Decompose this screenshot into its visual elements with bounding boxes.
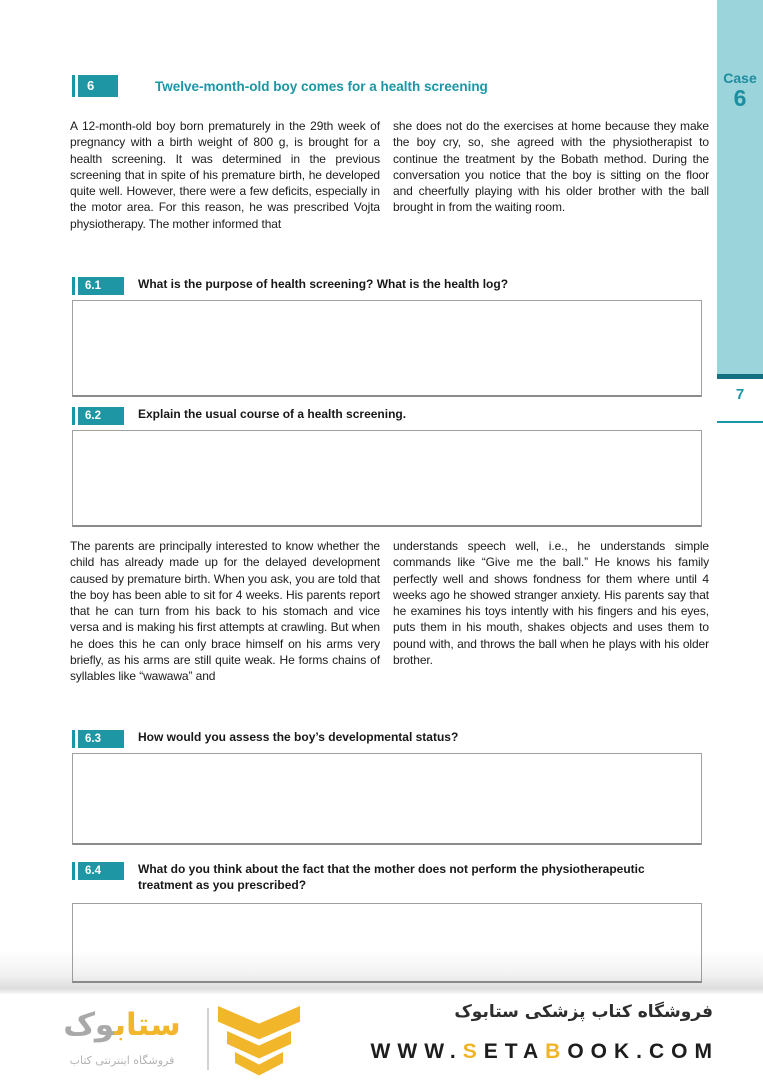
- question-text: How would you assess the boy’s developmental status?: [138, 730, 459, 744]
- question-text: Explain the usual course of a health screening.: [138, 407, 407, 421]
- website-letter-group: B: [545, 1040, 568, 1063]
- question-6-2: [72, 407, 406, 425]
- question-number: 6.1: [78, 277, 124, 295]
- question-6-4: [72, 862, 701, 893]
- question-accent-bar: [72, 277, 75, 295]
- setabook-chevron-logo-icon: [218, 1006, 300, 1080]
- website-url: [371, 1040, 719, 1064]
- intro-right-column: she does not do the exercises at home because they make the boy cry, so, she agreed with the physiotherapist to continue the treatment by the Bobath method. During the conversation you notice that the boy is sitting on the floor and cheerfully playing with his older brother with the ball brought in from the waiting room.: [393, 119, 709, 215]
- case-number: 6: [733, 85, 747, 111]
- question-accent-bar: [72, 862, 75, 880]
- intro-left-column: A 12-month-old boy born prematurely in the 29th week of pregnancy with a birth weight of 800 g, is brought for a health screening. It was determined in the previous screening that in spite of his premature birth, he developed quite well. However, there were a few deficits, especially in the motor area. For this reason, he was prescribed Vojta physiotherapy. The mother informed that: [70, 119, 380, 231]
- page-number-rule: [717, 421, 763, 423]
- body-right-column: understands speech well, i.e., he understands simple commands like “Give me the ball.” He knows his family perfectly well and shows fondness for them where until 4 weeks ago he showed stranger anxiety. His parents say that he examines his toys intently with his fingers and his eyes, puts them in his mouth, shakes objects and uses them to pound with, and throws the ball when he plays with his older brother.: [393, 539, 709, 668]
- brand-tagline: فروشگاه اینترنتی کتاب: [69, 1054, 175, 1067]
- chapter-accent-bar: [72, 75, 75, 97]
- chapter-header: [72, 75, 488, 97]
- question-accent-bar: [72, 407, 75, 425]
- answer-box-6-2: [72, 430, 702, 527]
- question-6-1: [72, 277, 508, 295]
- question-6-3: [72, 730, 458, 748]
- website-letter-group: S: [462, 1040, 484, 1063]
- website-letter-group: OOK.COM: [567, 1040, 719, 1063]
- store-title: فروشگاه کتاب پزشکی ستابوک: [454, 1002, 713, 1022]
- body-columns: [70, 538, 709, 685]
- footer-watermark: [0, 998, 763, 1080]
- setabook-wordmark: [42, 1002, 202, 1048]
- chapter-number: 6: [78, 75, 118, 97]
- wordmark-gray-part: وک: [63, 1007, 115, 1043]
- question-number: 6.2: [78, 407, 124, 425]
- question-accent-bar: [72, 730, 75, 748]
- answer-box-6-4: [72, 903, 702, 983]
- answer-box-6-3: [72, 753, 702, 845]
- case-label: Case: [723, 70, 757, 86]
- question-text: What do you think about the fact that the mother does not perform the physiotherapeutic treatment as you prescribed?: [138, 862, 645, 892]
- body-left-column: The parents are principally interested to know whether the child has already made up for the delayed development caused by premature birth. When you ask, you are told that the boy has been able to sit for 4 weeks. His parents report that he can turn from his back to his stomach and vice versa and is making his first attempts at crawling. But when he does this he can only brace himself on his arms very briefly, as his arms are still quite weak. He forms chains of syllables like “wawawa” and: [70, 539, 380, 684]
- case-tab: [717, 0, 763, 379]
- chapter-title: Twelve-month-old boy comes for a health screening: [155, 78, 488, 94]
- wordmark-yellow-part: ستاب: [114, 1007, 181, 1043]
- answer-box-6-1: [72, 300, 702, 397]
- logo-divider: [207, 1008, 209, 1070]
- page-number: 7: [735, 386, 745, 403]
- website-letter-group: WWW.: [370, 1040, 463, 1063]
- intro-columns: [70, 118, 709, 232]
- question-number: 6.4: [78, 862, 124, 880]
- question-number: 6.3: [78, 730, 124, 748]
- question-text: What is the purpose of health screening? What is the health log?: [138, 277, 509, 291]
- website-letter-group: ETA: [483, 1040, 546, 1063]
